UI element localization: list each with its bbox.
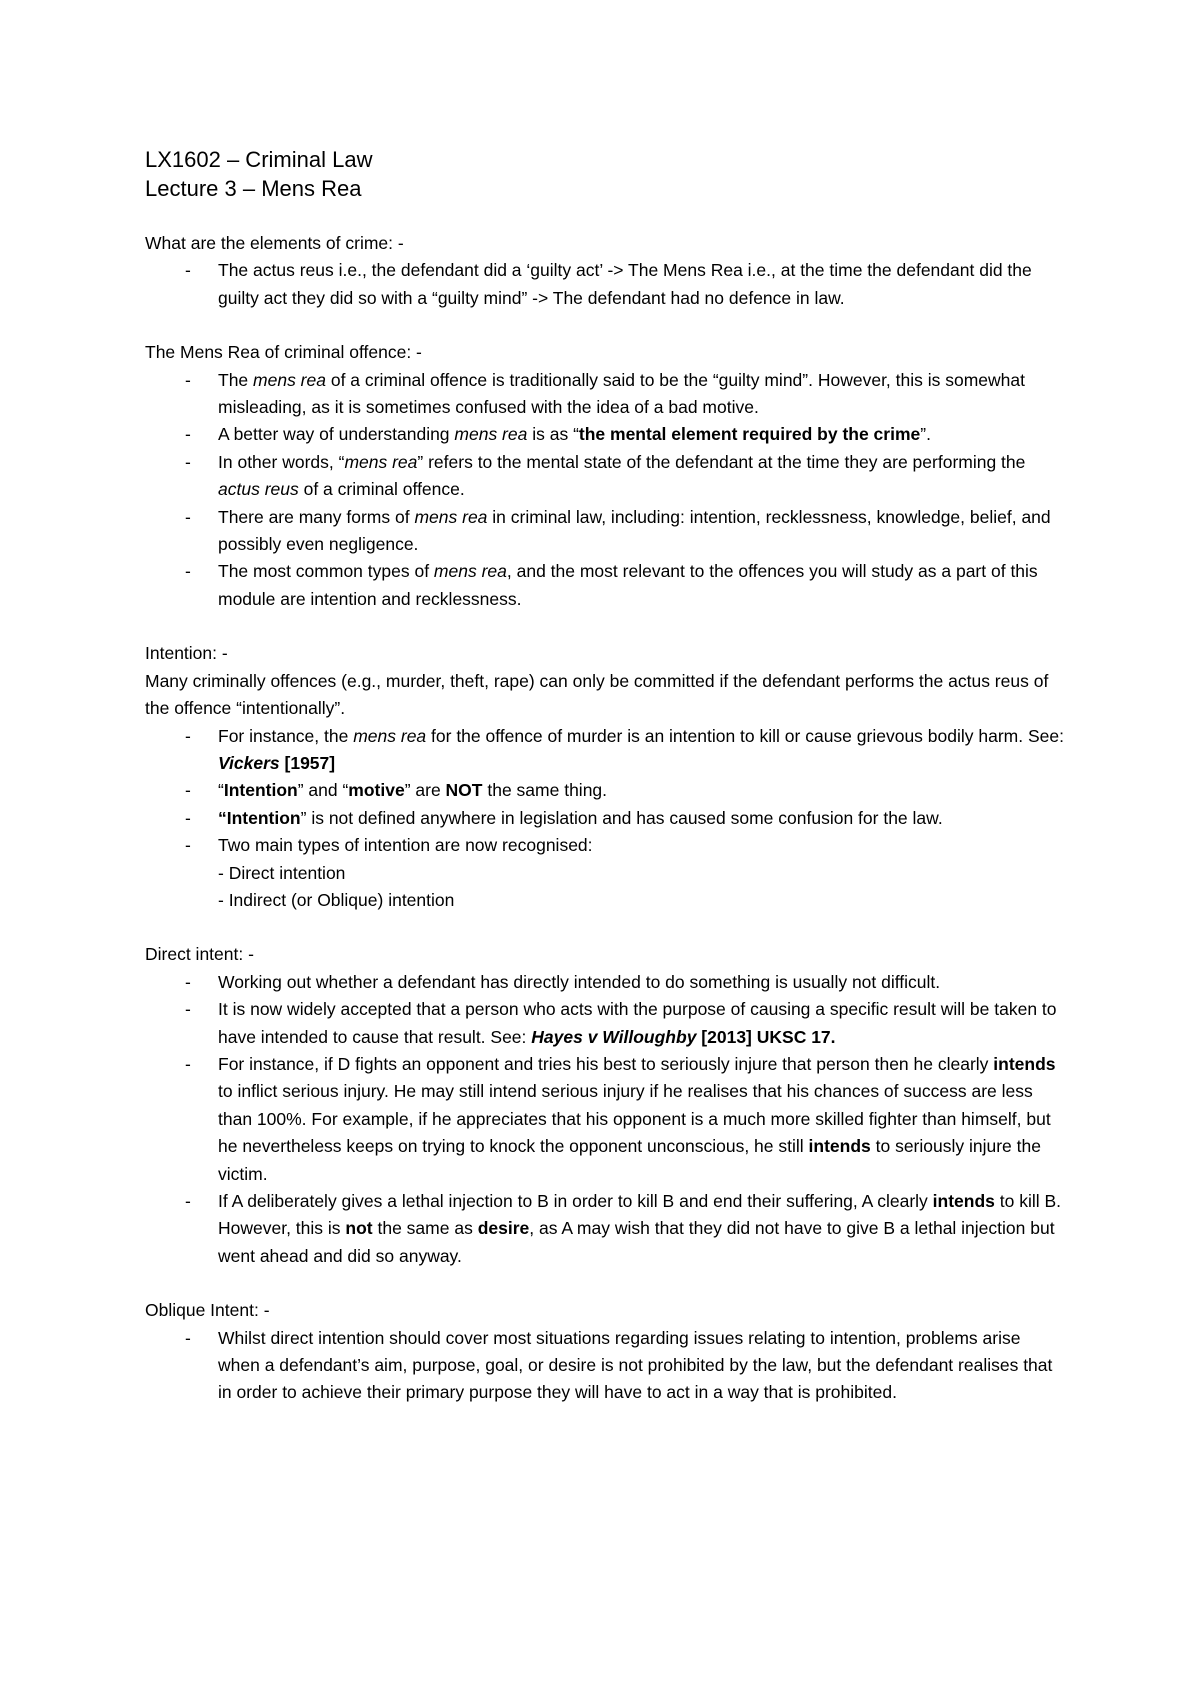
italic-term: mens rea bbox=[414, 506, 488, 527]
italic-term: mens rea bbox=[454, 424, 528, 445]
spacer bbox=[145, 1270, 1065, 1297]
bullet-text: ”. bbox=[920, 424, 931, 445]
spacer bbox=[145, 914, 1065, 941]
bullet-text: ” are bbox=[404, 780, 446, 801]
bullet-text: A better way of understanding bbox=[218, 424, 455, 445]
bullet-text: of a criminal offence is traditionally said to be the “guilty mind”. However, this is somewhat misleading, as it is sometimes confused with the idea of a bad motive. bbox=[218, 369, 1026, 418]
section-heading-mens-rea: The Mens Rea of criminal offence: - bbox=[145, 342, 422, 363]
list-item bbox=[145, 777, 1065, 804]
bullet-text: In other words, “ bbox=[218, 451, 345, 472]
list-item bbox=[145, 504, 1065, 559]
bold-emphasis: Intention bbox=[223, 780, 298, 801]
italic-term: mens rea bbox=[344, 451, 418, 472]
document-body bbox=[145, 145, 1065, 1407]
list-item bbox=[145, 969, 1065, 996]
bold-emphasis: desire bbox=[477, 1218, 530, 1239]
list-item bbox=[145, 1051, 1065, 1188]
list-item bbox=[145, 449, 1065, 504]
bullet-text: to inflict serious injury. He may still intend serious injury if he realises that his chances of success are less than 100%. For example, if he appreciates that his opponent is a much more skilled fighter than himself, but he nevertheless keeps on trying to knock the opponent unconscious, he still bbox=[218, 1081, 1051, 1157]
bullet-list-mens-rea bbox=[145, 367, 1065, 614]
spacer bbox=[145, 312, 1065, 339]
case-name: Vickers bbox=[218, 752, 280, 773]
bullet-list-oblique bbox=[145, 1325, 1065, 1407]
section-heading-intention: Intention: - bbox=[145, 643, 228, 664]
bullet-text: the same thing. bbox=[482, 780, 608, 801]
italic-term: mens rea bbox=[433, 561, 507, 582]
document-subtitle: Lecture 3 – Mens Rea bbox=[145, 176, 362, 201]
bullet-text: Whilst direct intention should cover most situations regarding issues relating to intention, problems arise when a defendant’s aim, purpose, goal, or desire is not prohibited by the law, but the defendant realises that in order to achieve their primary purpose they will have to act in a way that is prohibited. bbox=[218, 1327, 1053, 1403]
bullet-list-direct bbox=[145, 969, 1065, 1270]
list-item bbox=[145, 805, 1065, 832]
list-item bbox=[145, 558, 1065, 613]
bullet-text: It is now widely accepted that a person who acts with the purpose of causing a specific result will be taken to have intended to cause that result. See: bbox=[218, 999, 1057, 1047]
bullet-list-elements bbox=[145, 257, 1065, 312]
bullet-text: Working out whether a defendant has directly intended to do something is usually not difficult. bbox=[218, 971, 941, 992]
bullet-text: Two main types of intention are now recognised: bbox=[218, 835, 593, 856]
list-item bbox=[145, 723, 1065, 778]
bullet-text: The actus reus i.e., the defendant did a ‘guilty act’ -> The Mens Rea i.e., at the time the defendant did the guilty act they did so with a “guilty mind” -> The defendant had no defence in law. bbox=[218, 260, 1032, 308]
list-item bbox=[145, 1188, 1065, 1270]
bold-emphasis: the mental element required by the crime bbox=[578, 424, 921, 445]
section-heading-direct: Direct intent: - bbox=[145, 944, 254, 965]
section-heading-elements: What are the elements of crime: - bbox=[145, 233, 404, 253]
bullet-text: ” refers to the mental state of the defendant at the time they are performing the bbox=[417, 451, 1026, 472]
bullet-text: “ bbox=[218, 780, 224, 801]
bullet-text: For instance, the bbox=[218, 725, 354, 746]
case-citation: [1957] bbox=[284, 752, 336, 773]
italic-term: mens rea bbox=[353, 725, 427, 746]
bold-emphasis: intends bbox=[932, 1191, 995, 1211]
bullet-text: in criminal law, including: intention, recklessness, knowledge, belief, and possibly even negligence. bbox=[218, 506, 1051, 555]
case-citation: [2013] UKSC 17. bbox=[701, 1026, 836, 1047]
list-item bbox=[145, 996, 1065, 1051]
list-item bbox=[145, 257, 1065, 312]
bullet-text: to kill B. However, this is bbox=[218, 1191, 1062, 1239]
bullet-text: for the offence of murder is an intention to kill or cause grievous bodily harm. See: bbox=[426, 725, 1064, 746]
italic-term: mens rea bbox=[253, 369, 326, 390]
bullet-text: to seriously injure the victim. bbox=[218, 1136, 1041, 1184]
sub-item-indirect: - Indirect (or Oblique) intention bbox=[218, 889, 455, 910]
document-title: LX1602 – Criminal Law bbox=[145, 147, 373, 172]
sub-item-direct: - Direct intention bbox=[218, 862, 346, 883]
bullet-text: the same as bbox=[372, 1218, 478, 1239]
bold-emphasis: intends bbox=[808, 1136, 871, 1157]
bold-emphasis: intends bbox=[993, 1053, 1056, 1074]
list-item bbox=[145, 421, 1065, 448]
bullet-text: The bbox=[218, 369, 254, 390]
case-name: Hayes v Willoughby bbox=[531, 1026, 697, 1047]
bold-emphasis: motive bbox=[348, 780, 405, 801]
list-item bbox=[145, 832, 1065, 914]
spacer bbox=[145, 613, 1065, 640]
bullet-text: of a criminal offence. bbox=[298, 479, 465, 500]
section-heading-oblique: Oblique Intent: - bbox=[145, 1300, 270, 1321]
bullet-text: , as A may wish that they did not have to give B a lethal injection but went ahead and did so anyway. bbox=[218, 1218, 1055, 1266]
bullet-list-intention bbox=[145, 723, 1065, 915]
bullet-text: For instance, if D fights an opponent and tries his best to seriously injure that person then he clearly bbox=[218, 1053, 994, 1074]
intention-intro: Many criminally offences (e.g., murder, theft, rape) can only be committed if the defendant performs the actus reus of the offence “intentionally”. bbox=[145, 670, 1049, 719]
list-item bbox=[145, 1325, 1065, 1407]
bullet-text: is as “ bbox=[527, 424, 579, 445]
bullet-text: ” is not defined anywhere in legislation and has caused some confusion for the law. bbox=[300, 807, 943, 828]
spacer bbox=[145, 203, 1065, 230]
bold-emphasis: not bbox=[345, 1218, 373, 1239]
bullet-text: , and the most relevant to the offences you will study as a part of this module are intention and recklessness. bbox=[218, 561, 1038, 609]
bold-emphasis: “Intention bbox=[218, 807, 301, 828]
bullet-text: ” and “ bbox=[297, 780, 349, 801]
list-item bbox=[145, 367, 1065, 422]
bullet-text: If A deliberately gives a lethal injection to B in order to kill B and end their suffering, A clearly bbox=[218, 1191, 933, 1211]
bold-emphasis: NOT bbox=[445, 780, 483, 801]
bullet-text: There are many forms of bbox=[218, 506, 415, 527]
bullet-text: The most common types of bbox=[218, 561, 434, 582]
italic-term: actus reus bbox=[218, 479, 299, 500]
